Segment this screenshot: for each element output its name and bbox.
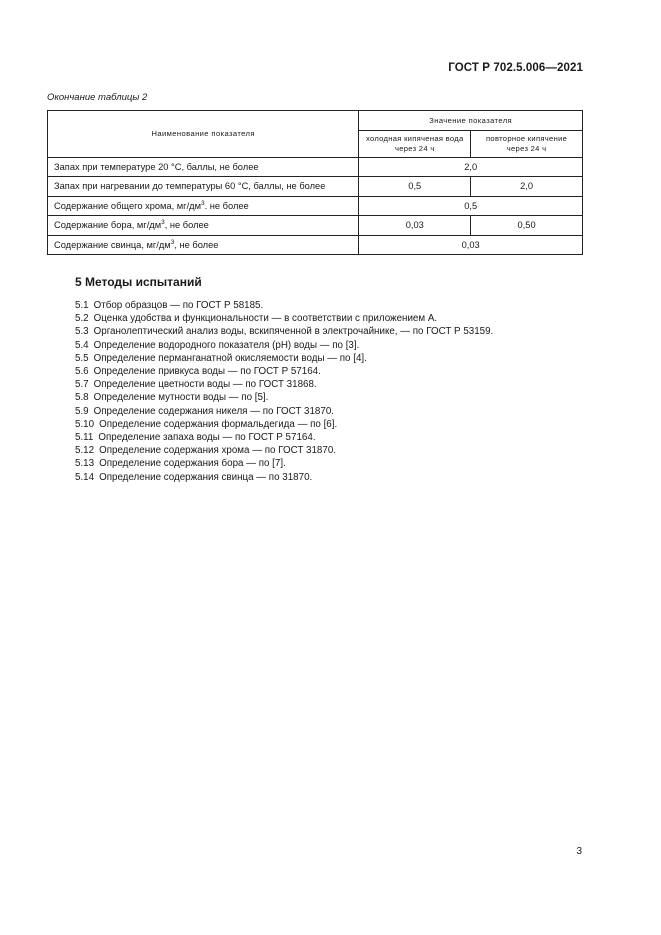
- item-number: 5.13: [75, 458, 95, 470]
- table-caption: Окончание таблицы 2: [47, 92, 148, 103]
- indicator-value: 0,03: [359, 235, 583, 255]
- indicator-name-text: Содержание бора, мг/дм: [54, 220, 162, 231]
- item-number: 5.3: [75, 326, 89, 338]
- indicator-name-suffix: , не более: [174, 239, 219, 250]
- item-number: 5.9: [75, 405, 89, 417]
- item-number: 5.8: [75, 392, 89, 404]
- list-item: [75, 405, 493, 418]
- list-item: [75, 418, 493, 431]
- list-item: [75, 312, 493, 325]
- page-number: 3: [576, 846, 582, 857]
- item-number: 5.2: [75, 313, 89, 325]
- item-text: Отбор образцов — по ГОСТ Р 58185.: [93, 300, 264, 311]
- section-title: 5 Методы испытаний: [75, 275, 202, 289]
- indicator-value-reboiled: 2,0: [471, 177, 583, 197]
- indicator-name: Запах при температуре 20 °С, баллы, не более: [48, 157, 359, 177]
- table-row: [48, 235, 583, 255]
- unit-exponent: 3: [200, 199, 205, 207]
- list-item: [75, 444, 493, 457]
- list-item: [75, 325, 493, 338]
- unit-exponent: 3: [170, 238, 175, 246]
- item-text: Определение содержания бора — по [7].: [99, 458, 286, 470]
- item-number: 5.11: [75, 432, 94, 444]
- item-text: Определение привкуса воды — по ГОСТ Р 57164.: [93, 366, 321, 378]
- indicator-value: 0,5: [359, 196, 583, 216]
- list-item: [75, 391, 493, 404]
- table-row: [48, 157, 583, 177]
- list-item: [75, 431, 493, 444]
- indicator-name-suffix: . не более: [204, 200, 249, 211]
- indicator-value-reboiled: 0,50: [471, 216, 583, 236]
- indicator-name-suffix: , не более: [164, 220, 209, 231]
- item-text: Определение мутности воды — по [5].: [93, 392, 269, 404]
- table-row: [48, 216, 583, 236]
- indicator-value-cold: 0,03: [359, 216, 471, 236]
- item-number: 5.1: [75, 300, 89, 311]
- list-item: [75, 378, 493, 391]
- list-item: [75, 457, 493, 470]
- list-item: [75, 339, 493, 352]
- item-number: 5.6: [75, 366, 89, 378]
- indicators-table: [47, 110, 583, 255]
- indicator-value: 2,0: [359, 157, 583, 177]
- unit-exponent: 3: [161, 219, 165, 227]
- indicator-name: [48, 216, 359, 236]
- indicator-name-text: Содержание общего хрома, мг/дм: [54, 200, 201, 211]
- item-text: Оценка удобства и функциональности — в соответствии с приложением А.: [93, 313, 438, 325]
- item-number: 5.7: [75, 379, 89, 391]
- column-header-name: Наименование показателя: [48, 111, 359, 158]
- item-number: 5.12: [75, 445, 95, 457]
- item-text: Определение цветности воды — по ГОСТ 31868.: [93, 379, 317, 391]
- subheader-reboiled: повторное кипячение через 24 ч: [471, 130, 583, 157]
- item-number: 5.5: [75, 352, 89, 364]
- item-number: 5.4: [75, 339, 89, 351]
- indicator-name: [48, 235, 359, 255]
- test-methods-list: [75, 299, 493, 484]
- table-row: [48, 177, 583, 197]
- item-text: Определение перманганатной окисляемости воды — по [4].: [93, 352, 367, 364]
- table-row: [48, 196, 583, 216]
- item-text: Определение содержания свинца — по 31870.: [99, 471, 313, 483]
- indicator-name: [48, 196, 359, 216]
- indicator-value-cold: 0,5: [359, 177, 471, 197]
- item-text: Определение запаха воды — по ГОСТ Р 57164.: [98, 432, 316, 444]
- list-item: [75, 365, 493, 378]
- item-text: Органолептический анализ воды, вскипяченной в электрочайнике, — по ГОСТ Р 53159.: [93, 326, 494, 338]
- list-item: [75, 471, 493, 484]
- list-item: [75, 299, 493, 312]
- subheader-cold-boiled: холодная кипяченая вода через 24 ч: [359, 130, 471, 157]
- item-number: 5.14: [75, 471, 95, 483]
- item-text: Определение содержания формальдегида — по [6].: [99, 418, 338, 430]
- item-text: Определение содержания хрома — по ГОСТ 31870.: [99, 445, 337, 457]
- document-code: ГОСТ Р 702.5.006—2021: [448, 62, 583, 74]
- item-text: Определение водородного показателя (рН) воды — по [3].: [93, 339, 360, 351]
- column-header-value: Значение показателя: [359, 111, 583, 131]
- item-text: Определение содержания никеля — по ГОСТ 31870.: [93, 405, 334, 417]
- indicator-name: Запах при нагревании до температуры 60 °С, баллы, не более: [48, 177, 359, 197]
- indicator-name-text: Содержание свинца, мг/дм: [54, 239, 171, 250]
- item-number: 5.10: [75, 418, 95, 430]
- list-item: [75, 352, 493, 365]
- table-header-row: [48, 111, 583, 131]
